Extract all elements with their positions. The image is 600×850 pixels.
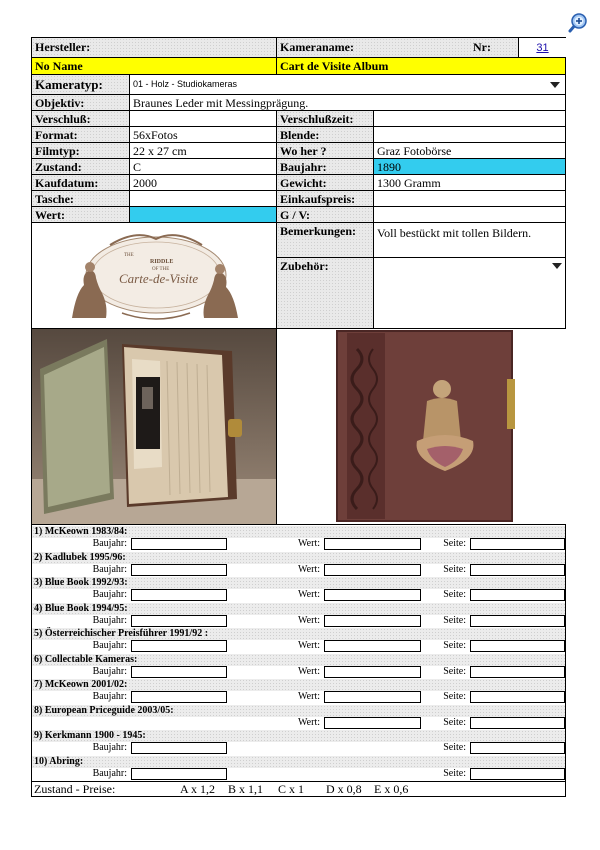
tasche-value[interactable] [129,191,276,206]
price-baujahr-input[interactable] [131,615,227,627]
price-guide-fields [32,768,565,780]
price-guide-section [32,525,565,551]
chevron-down-icon[interactable] [552,263,562,269]
price-baujahr-label: Baujahr: [92,742,127,753]
price-guide-fields [32,640,565,652]
logo-line1: THE [124,253,134,258]
format-label: Format: [32,127,129,142]
price-baujahr-label: Baujahr: [92,691,127,702]
price-seite-input[interactable] [470,768,565,780]
price-wert-label: Wert: [298,640,320,651]
price-seite-label: Seite: [443,563,466,575]
price-guide-title: 3) Blue Book 1992/93: [32,577,565,589]
price-guide-title: 5) Österreichischer Preisführer 1991/92 : [32,628,565,640]
price-seite-input[interactable] [470,666,565,678]
filmtyp-row [32,143,565,159]
price-seite-label: Seite: [443,538,466,549]
price-guide-title: 6) Collectable Kameras: [32,654,565,666]
price-guide-title: 9) Kerkmann 1900 - 1945: [32,730,565,742]
price-guide-section [32,551,565,577]
album-open-photo [32,329,276,524]
zustand-preise-footer [32,781,565,796]
kameratyp-label: Kameratyp: [32,75,129,94]
verschluss-label: Verschluß: [32,111,129,126]
photo-block [32,329,565,525]
price-baujahr-input[interactable] [131,640,227,652]
price-baujahr-input[interactable] [131,538,227,550]
zustand-e-factor: E x 0,6 [374,782,409,796]
price-baujahr-input[interactable] [131,768,227,780]
price-baujahr-label: Baujahr: [92,563,127,575]
price-seite-label: Seite: [443,614,466,626]
zustand-label: Zustand: [32,159,129,174]
blende-value[interactable] [373,127,565,142]
price-guide-section [32,653,565,679]
filmtyp-value[interactable]: 22 x 27 cm [129,143,276,158]
objektiv-row [32,95,565,111]
price-guide-section [32,729,565,755]
price-wert-label: Wert: [298,538,320,549]
price-baujahr-input[interactable] [131,742,227,754]
price-guide-fields [32,691,565,703]
zustand-a-factor: A x 1,2 [180,782,216,796]
price-guide-section [32,602,565,628]
price-wert-input[interactable] [324,589,421,601]
price-seite-label: Seite: [443,640,466,651]
price-guide-list [32,525,565,780]
price-wert-label: Wert: [298,691,320,702]
price-guide-fields [32,564,565,576]
wert-value[interactable] [129,207,276,222]
price-wert-label: Wert: [298,614,320,626]
logo-line2: RIDDLE [150,259,174,265]
notes-block [32,223,565,329]
price-seite-input[interactable] [470,615,565,627]
price-seite-label: Seite: [443,742,466,753]
price-guide-section [32,627,565,653]
price-seite-label: Seite: [443,767,466,779]
price-guide-fields [32,666,565,678]
kameraname-value[interactable]: Cart de Visite Album [276,58,565,74]
tasche-label: Tasche: [32,191,129,206]
blende-label: Blende: [276,127,373,142]
format-value[interactable]: 56xFotos [129,127,276,142]
album-cover-photo [276,329,566,524]
price-wert-label: Wert: [298,716,320,728]
chevron-down-icon[interactable] [550,82,560,88]
zustand-d-factor: D x 0,8 [326,782,362,796]
bemerkungen-value[interactable]: Voll bestückt mit tollen Bildern. [373,223,565,257]
verschluss-row [32,111,565,127]
price-wert-input[interactable] [324,666,421,678]
zustand-c-factor: C x 1 [278,782,305,796]
kaufdatum-row [32,175,565,191]
gewicht-label: Gewicht: [276,175,373,190]
price-baujahr-label: Baujahr: [92,640,127,651]
verschluss-value[interactable] [129,111,276,126]
kameraname-label: Kameraname: [276,38,518,57]
wert-label: Wert: [32,207,129,222]
kaufdatum-value[interactable]: 2000 [129,175,276,190]
wert-row [32,207,565,223]
price-guide-fields [32,742,565,754]
gv-label: G / V: [276,207,373,222]
objektiv-label: Objektiv: [32,95,129,110]
carte-de-visite-logo [32,223,276,328]
price-guide-title: 1) McKeown 1983/84: [32,526,565,538]
verschlusszeit-label: Verschlußzeit: [276,111,373,126]
price-wert-input[interactable] [324,538,421,550]
kaufdatum-label: Kaufdatum: [32,175,129,190]
nr-label: Nr: [473,40,491,54]
zoom-in-icon[interactable] [567,12,587,34]
zustand-preise-label: Zustand - Preise: [34,782,116,796]
price-guide-fields [32,538,565,550]
zustand-b-factor: B x 1,1 [228,782,264,796]
tasche-row [32,191,565,207]
price-seite-label: Seite: [443,716,466,728]
name-row [32,58,565,75]
zubehoer-value[interactable] [373,258,565,328]
price-seite-label: Seite: [443,665,466,677]
price-wert-label: Wert: [298,665,320,677]
price-guide-section [32,678,565,704]
price-guide-title: 4) Blue Book 1994/95: [32,603,565,615]
price-wert-input[interactable] [324,615,421,627]
gewicht-value[interactable]: 1300 Gramm [373,175,565,190]
price-guide-section [32,576,565,602]
camera-record-sheet [31,37,566,797]
filmtyp-label: Filmtyp: [32,143,129,158]
price-seite-input[interactable] [470,564,565,576]
hersteller-label: Hersteller: [32,38,276,57]
gv-value[interactable] [373,207,565,222]
zustand-row [32,159,565,175]
nr-value[interactable] [518,38,566,57]
format-row [32,127,565,143]
price-seite-input[interactable] [470,589,565,601]
price-baujahr-input[interactable] [131,666,227,678]
nr-link[interactable]: 31 [536,42,549,54]
price-baujahr-input[interactable] [131,691,227,703]
hersteller-value[interactable]: No Name [32,58,276,74]
price-wert-input[interactable] [324,640,421,652]
price-baujahr-label: Baujahr: [92,589,127,600]
price-guide-section [32,704,565,730]
zubehoer-label: Zubehör: [276,258,373,328]
objektiv-value[interactable]: Braunes Leder mit Messingprägung. [129,95,565,110]
price-guide-section [32,755,565,781]
price-guide-fields [32,589,565,601]
kameratyp-row [32,75,565,95]
price-seite-input[interactable] [470,742,565,754]
price-wert-label: Wert: [298,589,320,600]
price-baujahr-input[interactable] [131,589,227,601]
logo-line4: Carte-de-Visite [119,271,199,286]
price-wert-label: Wert: [298,563,320,575]
baujahr-label: Baujahr: [276,159,373,174]
price-baujahr-label: Baujahr: [92,614,127,626]
price-baujahr-label: Baujahr: [92,665,127,677]
price-seite-input[interactable] [470,640,565,652]
bemerkungen-label: Bemerkungen: [276,223,373,257]
einkaufspreis-value[interactable] [373,191,565,206]
price-seite-input[interactable] [470,538,565,550]
baujahr-value[interactable]: 1890 [373,159,565,174]
price-seite-input[interactable] [470,691,565,703]
price-baujahr-label: Baujahr: [92,538,127,549]
header-row [32,38,565,58]
verschlusszeit-value[interactable] [373,111,565,126]
price-guide-title: 7) McKeown 2001/02: [32,679,565,691]
price-guide-title: 10) Abring: [32,756,565,768]
price-seite-input[interactable] [470,717,565,729]
kameratyp-select[interactable]: 01 - Holz - Studiokameras [129,75,565,94]
price-baujahr-input[interactable] [131,564,227,576]
price-wert-input[interactable] [324,691,421,703]
price-guide-fields [32,615,565,627]
logo-line3: OF THE [152,267,170,272]
price-wert-input[interactable] [324,564,421,576]
woher-value[interactable]: Graz Fotobörse [373,143,565,158]
einkaufspreis-label: Einkaufspreis: [276,191,373,206]
price-seite-label: Seite: [443,691,466,702]
woher-label: Wo her ? [276,143,373,158]
price-guide-fields [32,717,565,729]
price-baujahr-label: Baujahr: [92,767,127,779]
price-guide-title: 8) European Priceguide 2003/05: [32,705,565,717]
price-seite-label: Seite: [443,589,466,600]
zustand-value[interactable]: C [129,159,276,174]
price-guide-title: 2) Kadlubek 1995/96: [32,552,565,564]
price-wert-input[interactable] [324,717,421,729]
